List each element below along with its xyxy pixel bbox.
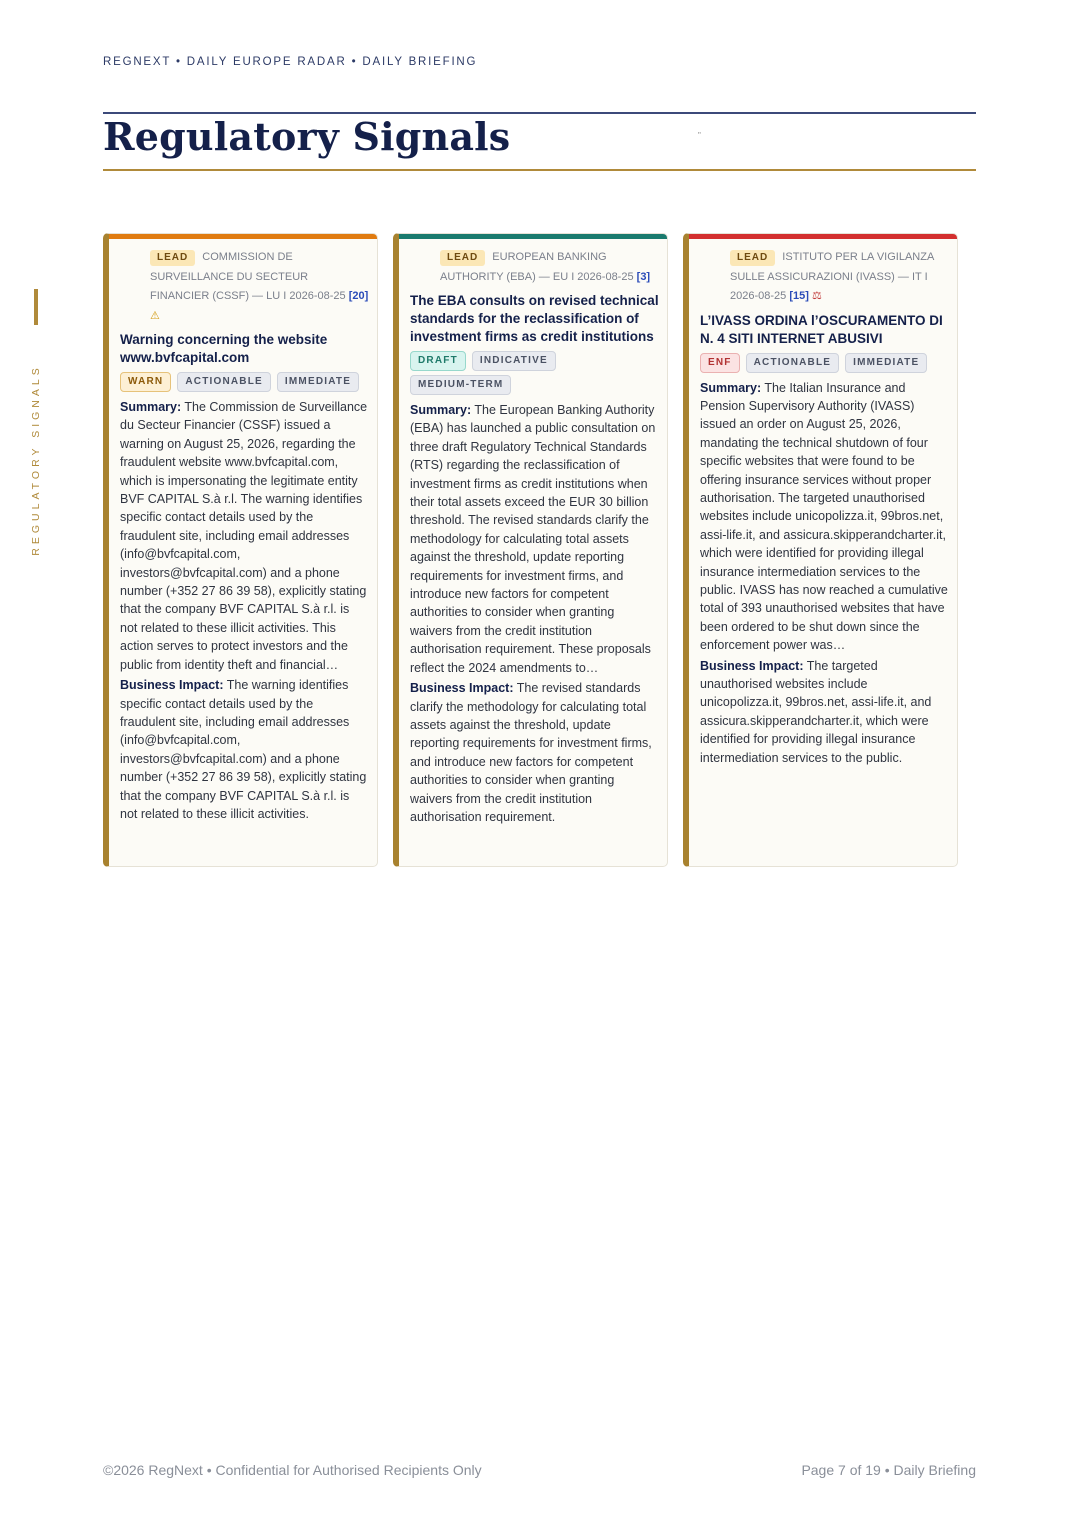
summary-text: The Italian Insurance and Pension Supervisory Authority (IVASS) issued an order on August 25, 2026, mandating the technical shutdown of four specific websites that were found to be offering insurance services without proper authorisation. The targeted unauthorised websites include unicopolizza.it, 99bros.net, assi-life.it, and assicura.skipperandcharter.it, which were identified for providing illegal insurance intermediation services to the public. IVASS has now reached a cumulative total of 393 unauthorised websites that have been ordered to be shut down since the enforcement power was…: [700, 380, 948, 653]
card-summary: [700, 379, 949, 655]
card-impact: [410, 679, 659, 826]
card-title: The EBA consults on revised technical standards for the reclassification of investment firms as credit institutions: [410, 293, 659, 344]
impact-text: The targeted unauthorised websites include unicopolizza.it, 99bros.net, assi-life.it, and assicura.skipperandcharter.it, which were identified for providing illegal insurance intermediation services to the public.: [700, 658, 932, 765]
summary-text: The Commission de Surveillance du Secteur Financier (CSSF) issued a warning on August 25, 2026, regarding the fraudulent website www.bvfcapital.com, which is impersonating the legitimate entity BVF CAPITAL S.à r.l. The warning identifies specific contact details used by the fraudulent site, including email addresses (info@bvfcapital.com, investors@bvfcapital.com) and a phone number (+352 27 86 39 58), explicitly stating that the company BVF CAPITAL S.à r.l. is not related to these illicit activities. This action serves to protect investors and the public from identity theft and financial…: [120, 400, 368, 672]
card-top-accent: [689, 234, 957, 239]
tag-actionable: ACTIONABLE: [746, 353, 840, 373]
footer-page-info: Page 7 of 19 • Daily Briefing: [801, 1462, 976, 1478]
side-section-label: REGULATORY SIGNALS: [30, 364, 42, 556]
lead-badge: LEAD: [730, 250, 775, 266]
source-ref-link[interactable]: [3]: [636, 270, 651, 283]
lead-badge: LEAD: [150, 250, 195, 266]
scales-icon: ⚖: [811, 290, 822, 302]
card-top-accent: [399, 234, 667, 239]
tag-immediate: IMMEDIATE: [845, 353, 927, 373]
summary-text: The European Banking Authority (EBA) has launched a public consultation on three draft Regulatory Technical Standards (RTS) regarding the reclassification of investment firms as credit institutions when their total assets exceed the EUR 30 billion threshold. The revised standards clarify the methodology for calculating total assets against the threshold, update reporting requirements for investment firms, and introduce new factors for competent authorities to consider when granting waivers from the credit institution authorisation requirement. These proposals reflect the 2024 amendments to…: [410, 403, 656, 675]
tag-list: [120, 372, 369, 396]
summary-label: Summary:: [120, 400, 182, 414]
breadcrumb: REGNEXT • DAILY EUROPE RADAR • DAILY BRIEFING: [103, 56, 478, 68]
card-summary: [120, 398, 369, 674]
card-title: L’IVASS ORDINA l’OSCURAMENTO DI N. 4 SITI INTERNET ABUSIVI: [700, 312, 943, 346]
impact-text: The warning identifies specific contact details used by the fraudulent site, including email addresses (info@bvfcapital.com, investors@bvfcapital.com) and a phone number (+352 27 86 39 58), explicitly stating that the company BVF CAPITAL S.à r.l. is not related to these illicit activities.: [120, 678, 367, 821]
footer-copyright: ©2026 RegNext • Confidential for Authorised Recipients Only: [103, 1462, 482, 1478]
title-rule-bottom: [103, 169, 976, 171]
tag-list: [410, 351, 659, 399]
card-meta: [410, 248, 659, 287]
tag-warn: WARN: [120, 372, 171, 392]
tag-list: [700, 353, 949, 377]
card-meta: [700, 248, 949, 307]
signal-card-eba: [393, 233, 668, 867]
card-source: ISTITUTO PER LA VIGILANZA SULLE ASSICURAZIONI (IVASS) — IT I 2026-08-25: [730, 251, 934, 302]
card-summary: [410, 401, 659, 677]
tag-indicative: INDICATIVE: [472, 351, 556, 371]
impact-label: Business Impact:: [120, 678, 224, 693]
card-meta: [120, 248, 369, 326]
page-title: Regulatory Signals: [103, 114, 511, 159]
card-impact: [700, 657, 949, 767]
card-source: EUROPEAN BANKING AUTHORITY (EBA) — EU I 2026-08-25: [440, 251, 634, 283]
lead-badge: LEAD: [440, 250, 485, 266]
card-top-accent: [109, 234, 377, 239]
card-source: COMMISSION DE SURVEILLANCE DU SECTEUR FINANCIER (CSSF) — LU I 2026-08-25: [150, 251, 346, 302]
source-ref-link[interactable]: [15]: [789, 290, 809, 302]
tag-draft: DRAFT: [410, 351, 466, 371]
signal-card-cssf: [103, 233, 378, 867]
title-mark: ": [698, 131, 701, 140]
tag-actionable: ACTIONABLE: [177, 372, 271, 392]
tag-immediate: IMMEDIATE: [277, 372, 359, 392]
impact-label: Business Impact:: [410, 681, 514, 696]
side-accent-bar: [34, 289, 38, 325]
card-title: Warning concerning the website www.bvfcapital.com: [120, 332, 328, 365]
warning-icon: ⚠: [150, 309, 160, 322]
source-ref-link[interactable]: [20]: [348, 290, 369, 302]
tag-medium-term: MEDIUM-TERM: [410, 375, 511, 395]
summary-label: Summary:: [700, 380, 762, 395]
impact-text: The revised standards clarify the methodology for calculating total assets against the threshold, update reporting requirements for investment firms, and introduce new factors for competent authorities to consider when granting waivers from the credit institution authorisation requirement.: [410, 681, 652, 824]
tag-enf: ENF: [700, 353, 740, 373]
card-impact: [120, 676, 369, 823]
summary-label: Summary:: [410, 403, 472, 417]
impact-label: Business Impact:: [700, 658, 804, 673]
signal-card-ivass: [683, 233, 958, 867]
